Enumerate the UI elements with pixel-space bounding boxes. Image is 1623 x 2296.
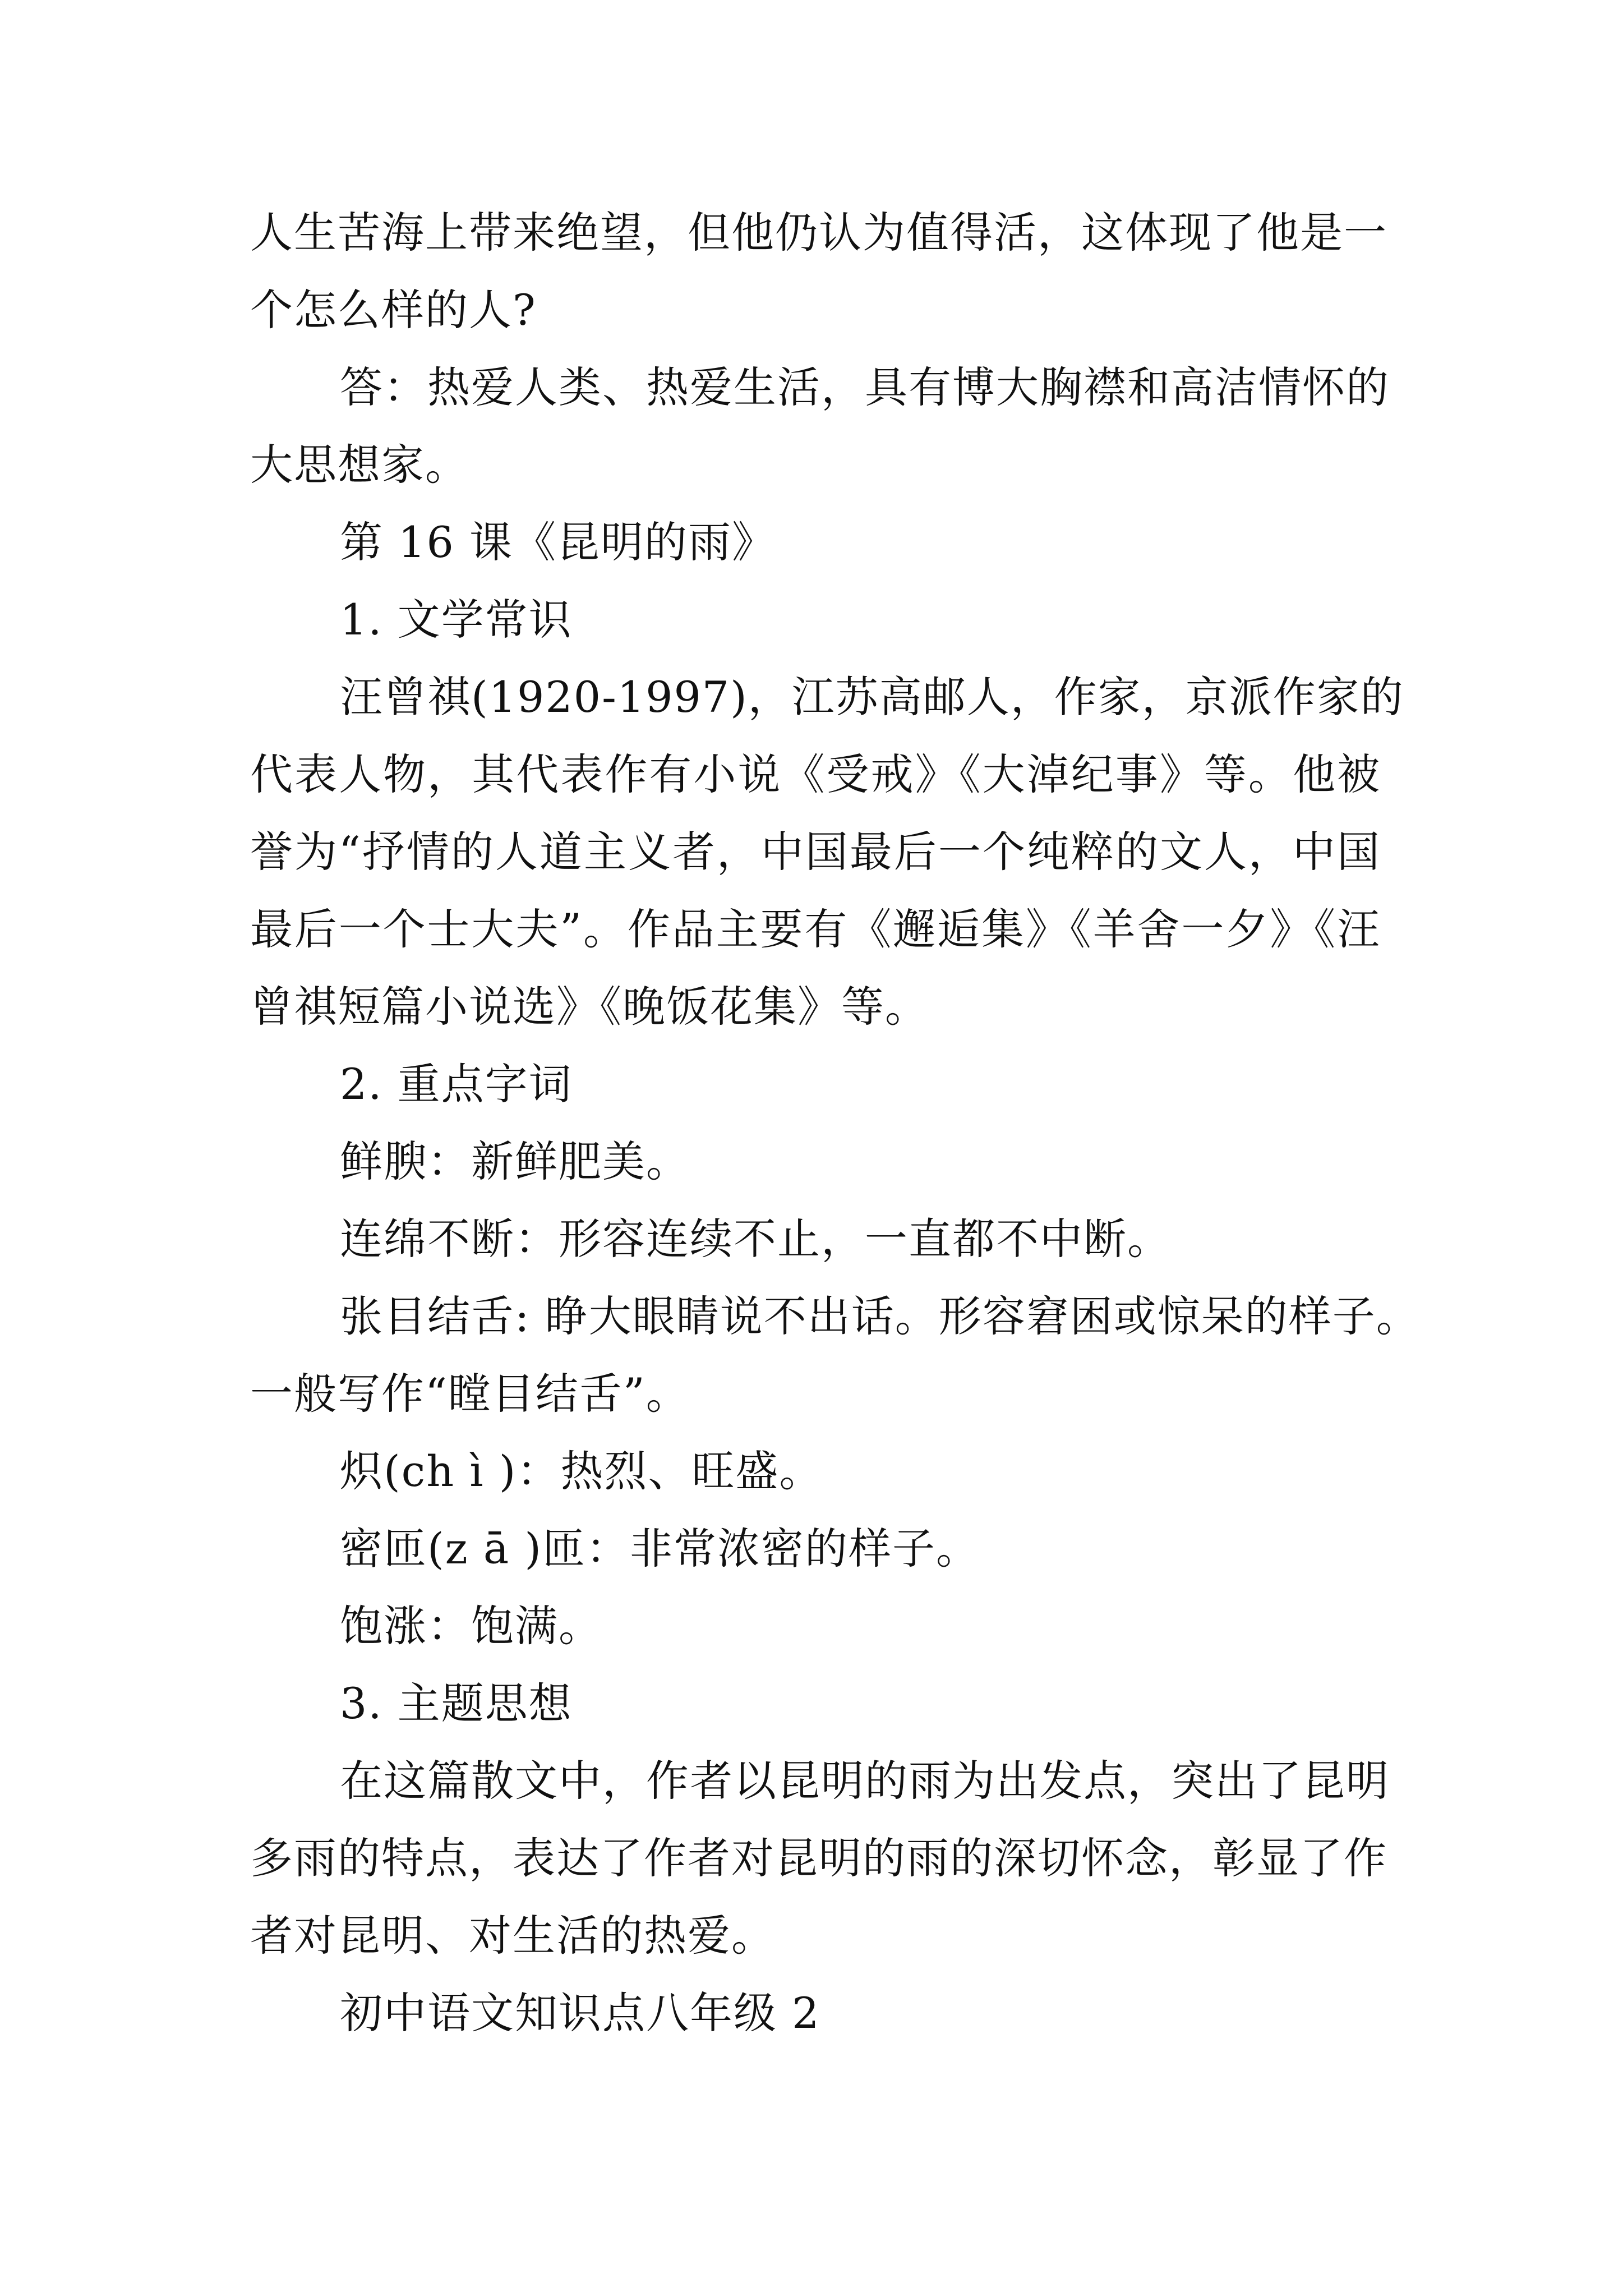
body-text-line: 个怎么样的人? [250, 285, 537, 335]
body-text-line: 者对昆明、对生活的热爱。 [250, 1911, 775, 1961]
chapter-heading: 初中语文知识点八年级 2 [340, 1988, 820, 2038]
section-heading: 2. 重点字词 [340, 1059, 573, 1109]
answer-line: 大思想家。 [250, 440, 469, 490]
body-text-line: 人生苦海上带来绝望，但他仍认为值得活，这体现了他是一 [250, 208, 1387, 257]
lesson-heading: 第 16 课《昆明的雨》 [340, 517, 776, 567]
body-text-line: 汪曾祺(1920-1997)，江苏高邮人，作家，京派作家的 [340, 672, 1404, 722]
body-text-line: 誉为“抒情的人道主义者，中国最后一个纯粹的文人，中国 [250, 827, 1381, 877]
body-text-line: 代表人物，其代表作有小说《受戒》《大淖纪事》等。他被 [250, 749, 1381, 799]
vocab-entry: 连绵不断：形容连续不止，一直都不中断。 [340, 1214, 1171, 1264]
section-heading: 3. 主题思想 [340, 1678, 573, 1728]
vocab-entry: 密匝(z ā )匝：非常浓密的样子。 [340, 1524, 980, 1573]
body-text-line: 多雨的特点，表达了作者对昆明的雨的深切怀念，彰显了作 [250, 1833, 1387, 1883]
vocab-entry: 鲜腴：新鲜肥美。 [340, 1137, 690, 1186]
vocab-entry: 一般写作“瞠目结舌”。 [250, 1369, 690, 1419]
body-text-line: 最后一个士大夫”。作品主要有《邂逅集》《羊舍一夕》《汪 [250, 904, 1381, 954]
section-heading: 1. 文学常识 [340, 595, 573, 645]
vocab-entry: 饱涨：饱满。 [340, 1601, 602, 1651]
body-text-line: 曾祺短篇小说选》《晚饭花集》等。 [250, 982, 929, 1032]
body-text-line: 在这篇散文中，作者以昆明的雨为出发点，突出了昆明 [340, 1756, 1390, 1806]
vocab-entry: 炽(ch ì )：热烈、旺盛。 [340, 1446, 823, 1496]
vocab-entry: 张目结舌: 睁大眼睛说不出话。形容窘困或惊呆的样子。 [340, 1291, 1420, 1341]
answer-line: 答：热爱人类、热爱生活，具有博大胸襟和高洁情怀的 [340, 362, 1390, 412]
